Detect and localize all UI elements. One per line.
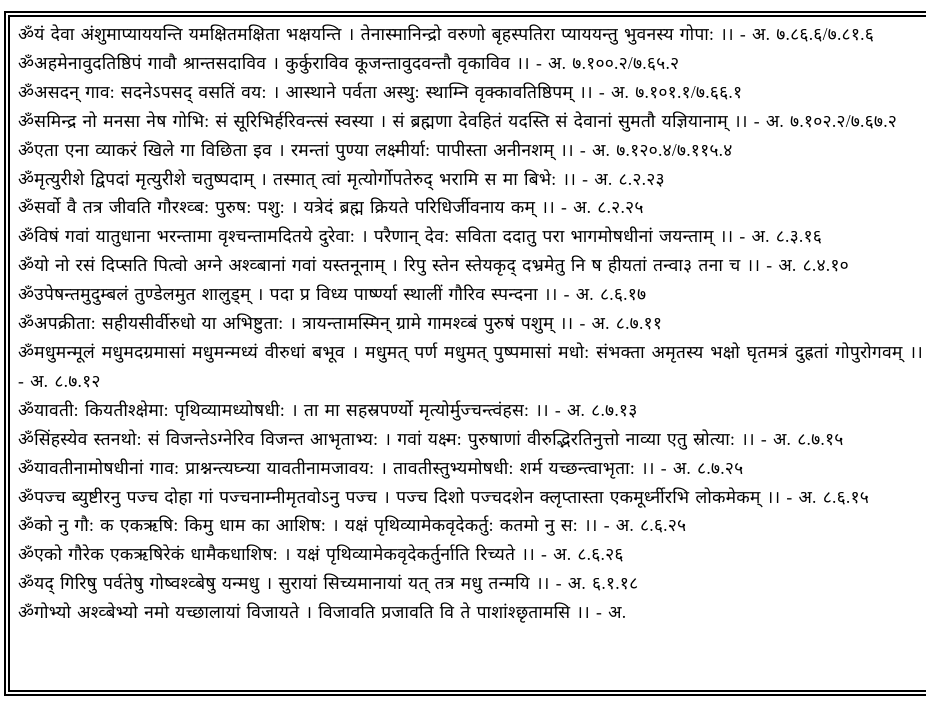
- mantra-line: ॐउपेषन्तमुदुम्बलं तुण्डेलमुत शालुड्म् । पदा प्र विध्य पार्ष्ण्या स्थालीं गौरिव स्पन्दना ।। - अ. ८.६.१७: [18, 284, 647, 305]
- mantra-line: ॐयावतीनामोषधीनां गाव: प्राश्नन्त्यघ्न्या यावतीनामजावय: । तावतीस्तुभ्यमोषधी: शर्म यच्छन्त्वाभृता: ।। - अ. ८.७.२५: [18, 457, 744, 478]
- mantra-line: ॐअसदन् गाव: सदनेऽपसद् वसतिं वय: । आस्थाने पर्वता अस्थु: स्थाम्नि वृक्कावतिष्ठिपम् ।। - अ. ७.१०१.१/७.६६.१: [18, 81, 743, 102]
- mantra-line: ॐयो नो रसं दिप्सति पित्वो अग्ने अश्व्बानां गवां यस्तनूनाम् । रिपु स्तेन स्तेयकृद् दभ्रमेतु नि ष हीयतां तन्वा३ तना च ।। - अ. ८.४.१०: [18, 255, 849, 276]
- page-border-frame: [4, 11, 926, 696]
- mantra-line: ॐअहमेनावुदतिष्ठिपं गावौ श्रान्तसदाविव । कुर्कुराविव कूजन्तावुदवन्तौ वृकाविव ।। - अ. ७.१००.२/७.६५.२: [18, 52, 680, 73]
- mantra-line: ॐयद् गिरिषु पर्वतेषु गोष्वश्व्बेषु यन्मधु । सुरायां सिच्यमानायां यत् तत्र मधु तन्मयि ।। - अ. ६.१.१८: [18, 573, 639, 594]
- mantra-line: ॐपज्च ब्युष्टीरनु पज्च दोहा गां पज्चनाम्नीमृतवोऽनु पज्च । पज्च दिशो पज्चदशेन क्लृप्तास्ता एकमूर्ध्नीरभि लोकमेकम् ।। - अ. ८.६.१५: [18, 486, 870, 507]
- mantra-list: [18, 20, 923, 627]
- mantra-line: ॐमधुमन्मूलं मधुमदग्रमासां मधुमन्मध्यं वीरुधां बभूव । मधुमत् पर्ण मधुमत् पुष्पमासां मधो: संभक्ता अमृतस्य भक्षो घृतमत्रं दुह्रतां गोपुरोगवम् ।। - अ. ८.७.१२: [18, 341, 923, 391]
- mantra-line: ॐविषं गवां यातुधाना भरन्तामा वृश्चन्तामदितये दुरेवा: । परैणान् देव: सविता ददातु परा भागमोषधीनां जयन्ताम् ।। - अ. ८.३.१६: [18, 226, 823, 247]
- mantra-line: ॐयं देवा अंशुमाप्याययन्ति यमक्षितमक्षिता भक्षयन्ति । तेनास्मानिन्द्रो वरुणो बृहस्पतिरा प्याययन्तु भुवनस्य गोपा: ।। - अ. ७.८६.६/७.८१.६: [18, 24, 875, 44]
- mantra-line: ॐएको गौरेक एकऋषिरेकं धामैकधाशिष: । यक्षं पृथिव्यामेकवृदेकर्तुर्नाति रिच्यते ।। - अ. ८.६.२६: [18, 544, 624, 565]
- mantra-line: ॐएता एना व्याकरं खिले गा विछिता इव । रमन्तां पुण्या लक्ष्मीर्या: पापीस्ता अनीनशम् ।। - अ. ७.१२०.४/७.११५.४: [18, 139, 733, 160]
- mantra-line: ॐसमिन्द्र नो मनसा नेष गोभि: सं सूरिभिर्हरिवन्त्सं स्वस्या । सं ब्रह्मणा देवहितं यदस्ति सं देवानां सुमतौ यज्ञियानाम् ।। - अ. ७.१०२.२/७.६७.२: [18, 110, 898, 131]
- mantra-line: ॐको नु गौ: क एकऋषि: किमु धाम का आशिष: । यक्षं पृथिव्यामेकवृदेकर्तु: कतमो नु स: ।। - अ. ८.६.२५: [18, 515, 687, 536]
- mantra-line: ॐमृत्युरीशे द्विपदां मृत्युरीशे चतुष्पदाम् । तस्मात् त्वां मृत्योर्गोपतेरुद् भरामि स मा बिभे: ।। - अ. ८.२.२३: [18, 168, 665, 189]
- mantra-line: ॐसिंहस्येव स्तनथो: सं विजन्तेऽग्नेरिव विजन्त आभृताभ्य: । गवां यक्ष्म: पुरुषाणां वीरुद्भिरतिनुत्तो नाव्या एतु स्रोत्या: ।। - अ. ८.७.१५: [18, 428, 844, 449]
- mantra-line: ॐगोभ्यो अश्व्बेभ्यो नमो यच्छालायां विजायते । विजावति प्रजावति वि ते पाशांश्छृतामसि ।। - अ.: [18, 602, 627, 623]
- mantra-line: ॐअपक्रीता: सहीयसीर्वीरुधो या अभिष्टुता: । त्रायन्तामस्मिन् ग्रामे गामश्व्बं पुरुषं पशुम् ।। - अ. ८.७.११: [18, 313, 663, 334]
- mantra-line: ॐयावती: कियतीश्क्षेमा: पृथिव्यामध्योषधी: । ता मा सहस्रपर्ण्यो मृत्योर्मुज्चन्त्वंहस: ।। - अ. ८.७.१३: [18, 399, 638, 420]
- mantra-line: ॐसर्वो वै तत्र जीवति गौरश्व्ब: पुरुष: पशु: । यत्रेदं ब्रह्म क्रियते परिधिर्जीवनाय कम् ।। - अ. ८.२.२५: [18, 197, 644, 218]
